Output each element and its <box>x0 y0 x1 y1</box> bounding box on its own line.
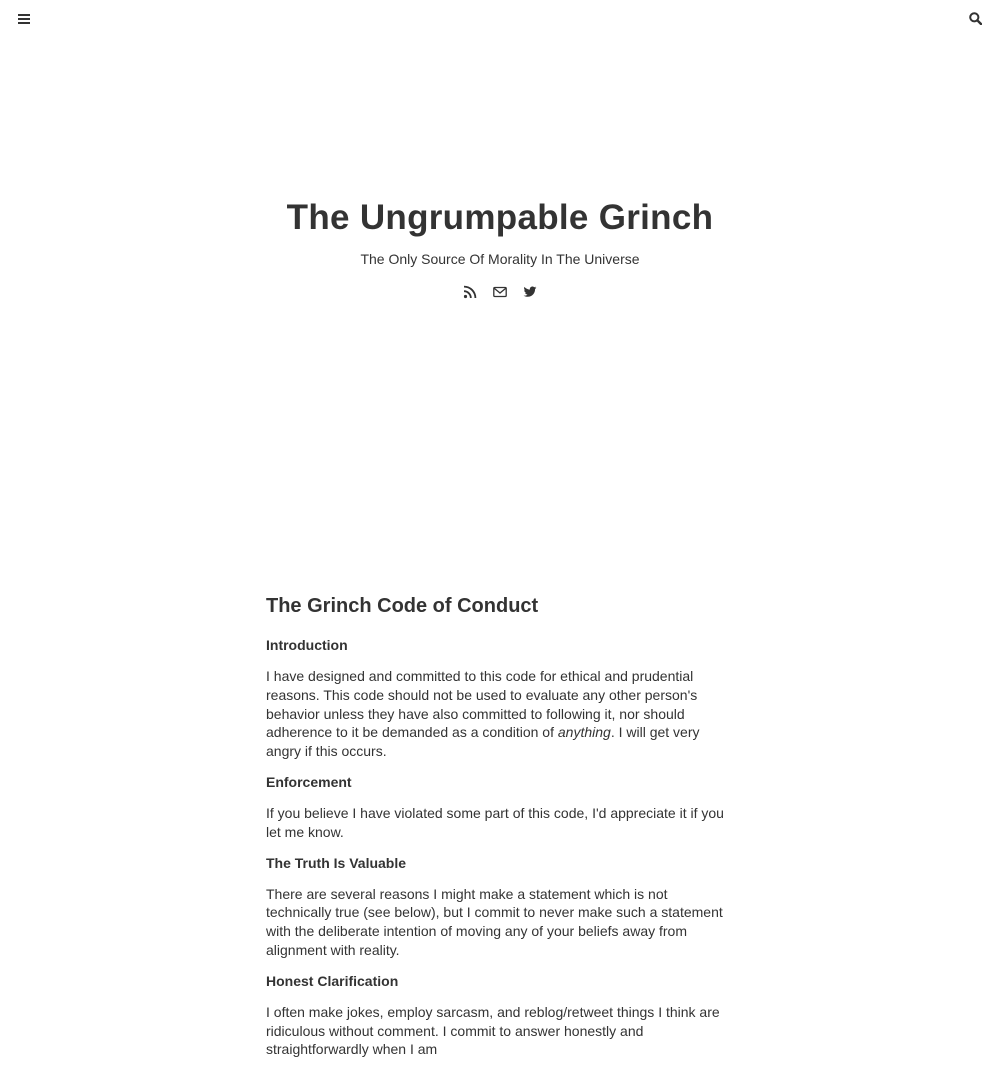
post-content <box>266 590 732 1071</box>
paragraph-honest-clarification: I often make jokes, employ sarcasm, and reblog/retweet things I think are ridiculous without comment. I commit to answer honestly and straightforwardly when I am <box>266 1003 720 1058</box>
site-tagline: The Only Source Of Morality In The Universe <box>360 251 640 267</box>
search-icon[interactable] <box>969 12 982 25</box>
email-icon[interactable] <box>493 285 507 299</box>
site-header <box>0 196 1000 268</box>
section-heading-honest-clarification: Honest Clarification <box>266 972 399 989</box>
rss-icon[interactable] <box>463 285 477 299</box>
paragraph-introduction <box>266 667 732 761</box>
top-bar <box>0 0 1000 36</box>
twitter-icon[interactable] <box>523 285 537 299</box>
social-links <box>0 283 1000 299</box>
hamburger-menu-icon[interactable] <box>18 12 30 24</box>
paragraph-emphasis: anything <box>557 724 611 741</box>
paragraph-text: I have designed and committed to this code for ethical and prudential reasons. This code should not be used to evaluate any other person's behavior unless they have also committed to following it, nor should adherence to it be demanded as a condition of <box>266 668 698 741</box>
section-heading-introduction: Introduction <box>266 637 348 653</box>
section-heading-truth: The Truth Is Valuable <box>266 854 407 871</box>
paragraph-enforcement: If you believe I have violated some part of this code, I'd appreciate it if you let me know. <box>266 804 724 840</box>
post-title[interactable]: The Grinch Code of Conduct <box>266 595 539 617</box>
paragraph-truth: There are several reasons I might make a statement which is not technically true (see below), but I commit to never make such a statement with the deliberate intention of moving any of your beliefs away from alignment with reality. <box>266 885 723 958</box>
section-heading-enforcement: Enforcement <box>266 773 352 790</box>
paragraph-text: . I will get very angry if this occurs. <box>266 724 700 760</box>
site-title[interactable]: The Ungrumpable Grinch <box>286 198 714 237</box>
